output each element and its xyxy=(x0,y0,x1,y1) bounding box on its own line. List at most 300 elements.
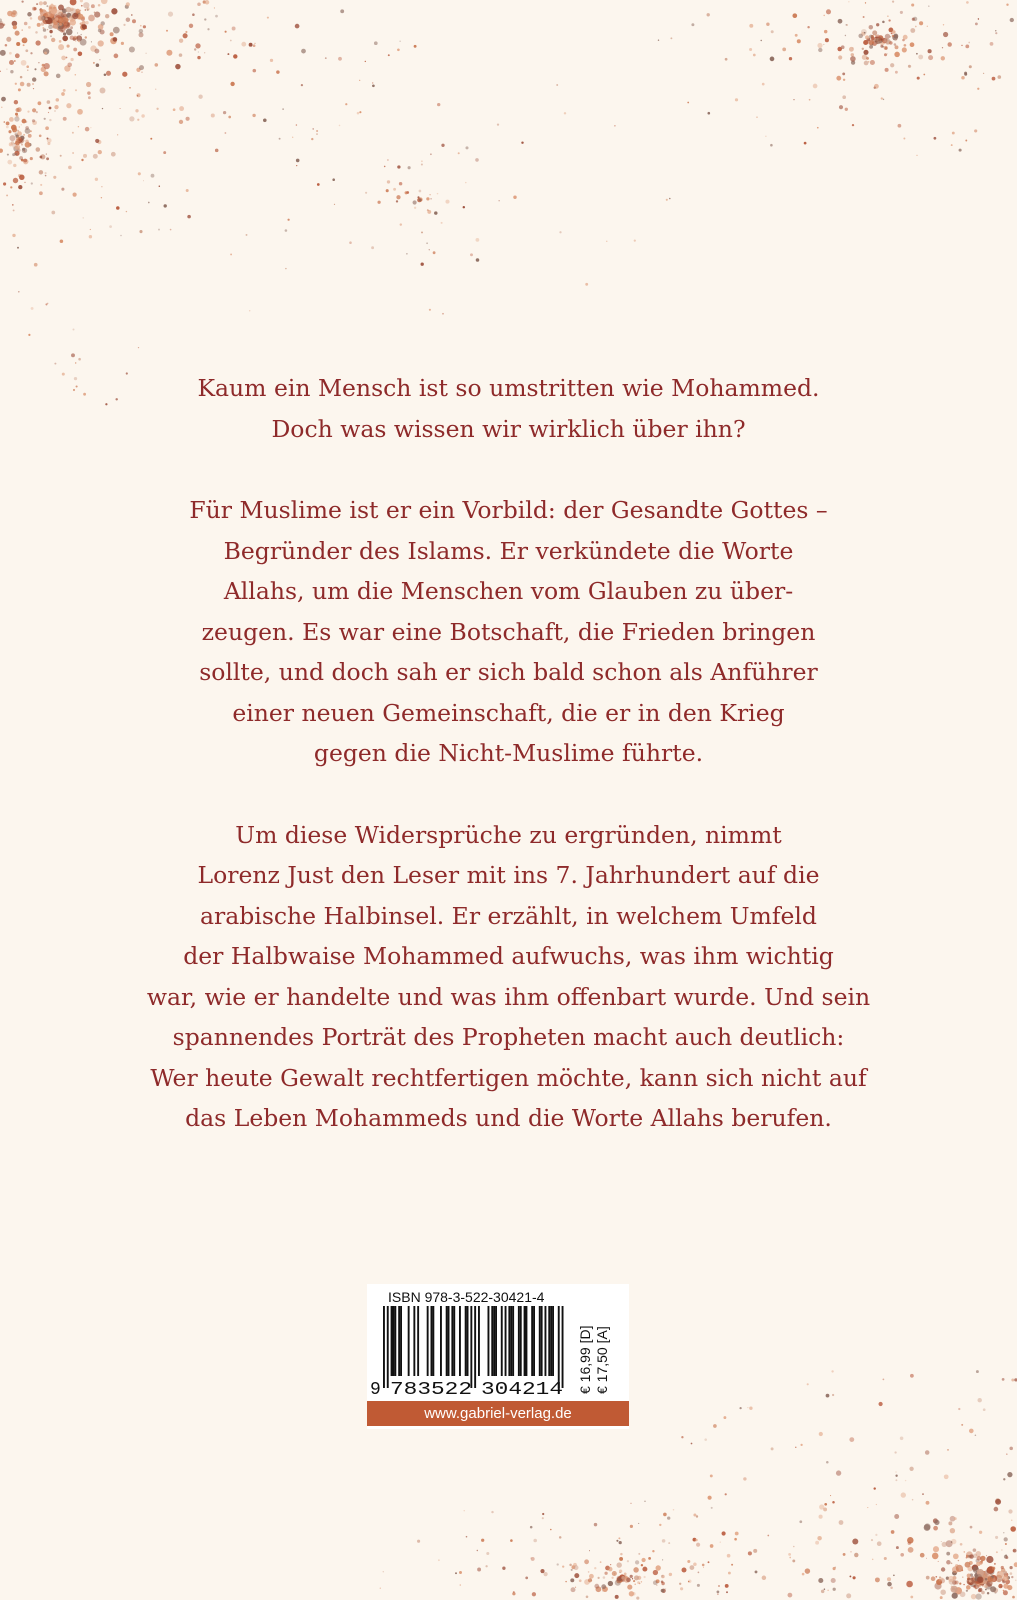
speckle-dot xyxy=(621,1576,625,1580)
barcode-guard-bar xyxy=(474,1306,476,1388)
speckle-dot xyxy=(997,1579,1001,1583)
speckle-dot xyxy=(872,30,877,35)
barcode-bar xyxy=(552,1306,554,1376)
speckle-dot xyxy=(833,1588,836,1591)
speckle-dot xyxy=(39,8,42,11)
speckle-dot xyxy=(951,1586,953,1588)
speckle-dot xyxy=(869,45,873,49)
speckle-dot xyxy=(731,1564,733,1566)
speckle-dot xyxy=(1011,1527,1015,1531)
speckle-dot xyxy=(642,1567,647,1572)
barcode-bar xyxy=(453,1306,455,1376)
speckle-dot xyxy=(697,1584,700,1587)
speckle-dot xyxy=(990,1575,993,1578)
speckle-dot xyxy=(949,1579,955,1585)
speckle-dot xyxy=(3,121,5,123)
speckle-dot xyxy=(637,1581,640,1584)
speckle-dot xyxy=(908,1547,914,1553)
speckle-dot xyxy=(975,1585,979,1589)
speckle-dot xyxy=(978,1577,982,1581)
speckle-dot xyxy=(889,41,893,45)
speckle-dot xyxy=(53,7,56,10)
speckle-dot xyxy=(619,1557,623,1561)
speckle-dot xyxy=(55,22,57,24)
speckle-dot xyxy=(950,1516,956,1522)
speckle-dot xyxy=(1007,1472,1012,1477)
speckle-dot xyxy=(883,38,886,41)
speckle-dot xyxy=(979,1576,984,1581)
speckle-dot xyxy=(618,1537,620,1539)
speckle-dot xyxy=(877,37,883,43)
speckle-dot xyxy=(38,15,44,21)
speckle-dot xyxy=(117,134,118,135)
speckle-dot xyxy=(85,21,88,24)
speckle-dot xyxy=(70,26,73,29)
speckle-dot xyxy=(241,42,246,47)
speckle-dot xyxy=(1003,1583,1008,1588)
speckle-dot xyxy=(872,1559,873,1560)
speckle-dot xyxy=(301,49,306,54)
speckle-dot xyxy=(338,57,342,61)
speckle-dot xyxy=(885,34,890,39)
speckle-dot xyxy=(399,182,402,185)
speckle-dot xyxy=(958,1560,959,1561)
speckle-dot xyxy=(618,1580,620,1582)
speckle-dot xyxy=(826,1461,829,1464)
speckle-dot xyxy=(970,1573,973,1576)
speckle-dot xyxy=(928,49,932,53)
speckle-dot xyxy=(896,1546,899,1549)
speckle-dot xyxy=(544,1572,548,1576)
speckle-dot xyxy=(564,112,566,114)
speckle-dot xyxy=(879,39,880,40)
speckle-dot xyxy=(713,1424,717,1428)
speckle-dot xyxy=(556,84,558,86)
speckle-dot xyxy=(831,1578,836,1583)
speckle-dot xyxy=(979,1575,986,1582)
speckle-dot xyxy=(15,113,18,116)
speckle-dot xyxy=(634,239,636,241)
speckle-dot xyxy=(884,38,888,42)
speckle-dot xyxy=(18,138,22,142)
barcode-bar xyxy=(408,1306,410,1376)
speckle-dot xyxy=(1011,1520,1012,1521)
speckle-dot xyxy=(63,117,67,121)
speckle-dot xyxy=(56,98,60,102)
speckle-dot xyxy=(1005,1543,1007,1545)
speckle-dot xyxy=(43,13,49,19)
speckle-dot xyxy=(725,1493,727,1495)
barcode-bar xyxy=(391,1306,393,1376)
speckle-dot xyxy=(641,1564,643,1566)
speckle-dot xyxy=(975,1434,977,1436)
speckle-dot xyxy=(973,1548,977,1552)
speckle-dot xyxy=(41,22,45,26)
speckle-dot xyxy=(627,1560,629,1562)
speckle-dot xyxy=(693,1538,697,1542)
speckle-dot xyxy=(979,1580,983,1584)
speckle-dot xyxy=(76,35,82,41)
speckle-dot xyxy=(968,1580,973,1585)
speckle-dot xyxy=(878,38,882,42)
speckle-dot xyxy=(972,1578,973,1579)
speckle-dot xyxy=(90,229,91,230)
speckle-dot xyxy=(61,188,64,191)
speckle-dot xyxy=(938,1561,939,1562)
speckle-dot xyxy=(853,1576,856,1579)
speckle-dot xyxy=(934,1520,939,1525)
speckle-dot xyxy=(727,1554,731,1558)
speckle-dot xyxy=(53,21,57,25)
speckle-dot xyxy=(70,0,77,5)
speckle-dot xyxy=(795,34,798,37)
speckle-dot xyxy=(83,2,89,8)
speckle-dot xyxy=(1003,1575,1009,1581)
speckle-dot xyxy=(441,144,444,147)
speckle-dot xyxy=(652,1550,654,1552)
speckle-dot xyxy=(102,108,103,109)
speckle-dot xyxy=(869,40,874,45)
speckle-dot xyxy=(981,1572,987,1578)
speckle-dot xyxy=(842,72,845,75)
speckle-dot xyxy=(1004,1572,1009,1577)
speckle-dot xyxy=(59,19,61,21)
speckle-dot xyxy=(49,22,53,26)
speckle-dot xyxy=(94,12,100,18)
speckle-dot xyxy=(57,17,64,24)
speckle-dot xyxy=(23,44,25,46)
speckle-dot xyxy=(54,5,57,8)
speckle-dot xyxy=(670,37,672,39)
speckle-dot xyxy=(30,157,33,160)
speckle-dot xyxy=(129,46,135,52)
speckle-dot xyxy=(420,198,422,200)
barcode-bars xyxy=(383,1306,564,1388)
speckle-dot xyxy=(886,39,887,40)
speckle-dot xyxy=(924,1523,931,1530)
speckle-dot xyxy=(998,75,1002,79)
speckle-dot xyxy=(868,40,874,46)
speckle-dot xyxy=(296,165,297,166)
speckle-dot xyxy=(900,11,903,14)
speckle-dot xyxy=(789,1557,791,1559)
speckle-dot xyxy=(285,268,286,269)
speckle-dot xyxy=(40,9,47,16)
speckle-dot xyxy=(637,1576,641,1580)
speckle-dot xyxy=(984,1584,988,1588)
speckle-dot xyxy=(114,54,119,59)
speckle-dot xyxy=(990,1575,997,1582)
speckle-dot xyxy=(215,15,218,18)
speckle-dot xyxy=(386,189,389,192)
speckle-dot xyxy=(980,1574,984,1578)
speckle-dot xyxy=(928,55,933,60)
speckle-dot xyxy=(925,1450,930,1455)
speckle-dot xyxy=(41,16,46,21)
speckle-dot xyxy=(1010,1526,1016,1532)
speckle-dot xyxy=(80,34,81,35)
speckle-dot xyxy=(877,37,883,43)
speckle-dot xyxy=(43,48,49,54)
speckle-dot xyxy=(618,1578,620,1580)
speckle-dot xyxy=(263,119,267,123)
speckle-dot xyxy=(49,13,54,18)
speckle-dot xyxy=(1002,1578,1005,1581)
speckle-dot xyxy=(911,3,914,6)
speckle-dot xyxy=(916,53,918,55)
speckle-dot xyxy=(51,38,55,42)
speckle-dot xyxy=(49,6,55,12)
speckle-dot xyxy=(845,35,846,36)
speckle-dot xyxy=(31,307,34,310)
speckle-dot xyxy=(387,180,390,183)
speckle-dot xyxy=(58,26,59,27)
speckle-dot xyxy=(983,73,984,74)
speckle-dot xyxy=(606,241,607,242)
speckle-dot xyxy=(73,329,75,331)
speckle-dot xyxy=(30,130,32,132)
speckle-dot xyxy=(58,44,64,50)
speckle-dot xyxy=(970,1526,973,1529)
speckle-dot xyxy=(126,2,130,6)
blurb-line: Lorenz Just den Leser mit ins 7. Jahrhundert auf die xyxy=(197,861,820,889)
speckle-dot xyxy=(58,16,64,22)
speckle-dot xyxy=(852,47,853,48)
speckle-dot xyxy=(986,1556,993,1563)
speckle-dot xyxy=(339,125,341,127)
barcode-bar xyxy=(432,1306,434,1376)
speckle-dot xyxy=(838,19,843,24)
speckle-dot xyxy=(575,1587,576,1588)
speckle-dot xyxy=(995,32,997,34)
speckle-dot xyxy=(138,172,141,175)
speckle-dot xyxy=(932,1553,939,1560)
speckle-dot xyxy=(62,20,63,21)
speckle-dot xyxy=(978,1579,980,1581)
speckle-dot xyxy=(663,1513,667,1517)
speckle-dot xyxy=(630,1525,633,1528)
speckle-dot xyxy=(542,1513,544,1515)
speckle-dot xyxy=(600,1561,602,1563)
speckle-dot xyxy=(136,93,140,97)
speckle-dot xyxy=(946,1577,949,1580)
speckle-dot xyxy=(890,63,894,67)
speckle-dot xyxy=(976,1370,979,1373)
speckle-dot xyxy=(940,1589,946,1595)
price-austria: € 17,50 [A] xyxy=(594,1326,610,1394)
speckle-dot xyxy=(56,74,61,79)
speckle-dot xyxy=(666,199,668,201)
speckle-dot xyxy=(47,16,52,21)
speckle-dot xyxy=(851,60,855,64)
speckle-dot xyxy=(46,12,48,14)
speckle-dot xyxy=(8,130,11,133)
speckle-dot xyxy=(429,249,430,250)
speckle-dot xyxy=(67,63,72,68)
speckle-dot xyxy=(648,1557,651,1560)
speckle-dot xyxy=(638,1523,639,1524)
speckle-dot xyxy=(18,138,22,142)
speckle-dot xyxy=(106,71,111,76)
speckle-dot xyxy=(98,29,101,32)
speckle-dot xyxy=(966,1585,971,1590)
speckle-dot xyxy=(656,1584,658,1586)
speckle-dot xyxy=(397,165,400,168)
speckle-dot xyxy=(594,1584,599,1589)
speckle-dot xyxy=(75,74,77,76)
speckle-dot xyxy=(661,1575,662,1576)
speckle-dot xyxy=(621,1579,625,1583)
speckle-dot xyxy=(357,112,360,115)
speckle-dot xyxy=(888,19,890,21)
speckle-dot xyxy=(879,39,882,42)
speckle-dot xyxy=(804,142,807,145)
speckle-dot xyxy=(964,73,967,76)
speckle-dot xyxy=(619,1579,622,1582)
speckle-dot xyxy=(24,22,28,26)
speckle-dot xyxy=(611,1577,613,1579)
speckle-dot xyxy=(5,44,8,47)
barcode-bar xyxy=(526,1306,528,1376)
speckle-dot xyxy=(993,1588,998,1593)
speckle-dot xyxy=(73,13,78,18)
speckle-dot xyxy=(973,1566,979,1572)
speckle-dot xyxy=(429,309,431,311)
speckle-dot xyxy=(223,111,226,114)
speckle-dot xyxy=(59,40,62,43)
speckle-dot xyxy=(22,140,24,142)
speckle-dot xyxy=(991,1577,996,1582)
speckle-dot xyxy=(987,1566,994,1573)
speckle-dot xyxy=(710,1544,714,1548)
speckle-dot xyxy=(58,18,63,23)
speckle-dot xyxy=(951,1586,958,1593)
speckle-dot xyxy=(992,77,996,81)
speckle-dot xyxy=(863,40,868,45)
speckle-dot xyxy=(782,48,786,52)
speckle-dot xyxy=(62,18,64,20)
speckle-dot xyxy=(192,13,195,16)
speckle-dot xyxy=(884,1557,887,1560)
speckle-dot xyxy=(79,10,81,12)
speckle-dot xyxy=(18,137,22,141)
speckle-dot xyxy=(723,1416,726,1419)
speckle-dot xyxy=(50,21,53,24)
speckle-dot xyxy=(707,112,710,115)
speckle-dot xyxy=(20,82,25,87)
speckle-dot xyxy=(940,1596,943,1599)
speckle-dot xyxy=(941,1567,945,1571)
speckle-dot xyxy=(71,18,72,19)
speckle-dot xyxy=(477,1550,478,1551)
speckle-dot xyxy=(58,12,64,18)
speckle-dot xyxy=(230,253,232,255)
speckle-dot xyxy=(23,134,25,136)
speckle-dot xyxy=(971,1576,974,1579)
speckle-dot xyxy=(970,1580,977,1587)
speckle-dot xyxy=(1005,1579,1010,1584)
speckle-dot xyxy=(39,170,43,174)
speckle-dot xyxy=(316,130,318,132)
speckle-dot xyxy=(53,17,58,22)
speckle-dot xyxy=(976,1577,983,1584)
speckle-dot xyxy=(819,1432,823,1436)
speckle-dot xyxy=(465,182,466,183)
speckle-dot xyxy=(316,133,318,135)
blurb-paragraph-intro xyxy=(100,368,917,449)
speckle-dot xyxy=(32,120,37,125)
speckle-dot xyxy=(762,1576,767,1581)
speckle-dot xyxy=(63,22,67,26)
speckle-dot xyxy=(141,72,142,73)
barcode-guard-bar xyxy=(558,1306,560,1388)
barcode-bar xyxy=(505,1306,507,1376)
speckle-dot xyxy=(1005,1554,1007,1556)
barcode-bar xyxy=(465,1306,467,1376)
speckle-dot xyxy=(53,19,58,24)
speckle-dot xyxy=(892,35,894,37)
speckle-dot xyxy=(823,1507,827,1511)
speckle-dot xyxy=(982,1581,985,1584)
speckle-dot xyxy=(70,19,76,25)
speckle-dot xyxy=(968,1555,971,1558)
speckle-dot xyxy=(559,231,561,233)
speckle-dot xyxy=(946,1552,950,1556)
speckle-dot xyxy=(476,238,480,242)
speckle-dot xyxy=(164,204,167,207)
speckle-dot xyxy=(58,27,60,29)
speckle-dot xyxy=(594,1523,597,1526)
speckle-dot xyxy=(80,23,82,25)
speckle-dot xyxy=(197,2,201,6)
speckle-dot xyxy=(63,32,66,35)
speckle-dot xyxy=(10,70,13,73)
speckle-dot xyxy=(667,1516,670,1519)
speckle-dot xyxy=(569,1564,572,1567)
speckle-dot xyxy=(19,126,20,127)
speckle-dot xyxy=(693,1514,696,1517)
speckle-dot xyxy=(139,29,143,33)
speckle-dot xyxy=(198,95,202,99)
barcode-bar xyxy=(524,1306,526,1376)
speckle-dot xyxy=(894,43,897,46)
speckle-dot xyxy=(39,191,43,195)
speckle-dot xyxy=(841,45,845,49)
speckle-dot xyxy=(956,1565,963,1572)
speckle-dot xyxy=(644,1501,646,1503)
speckle-dot xyxy=(875,1577,880,1582)
speckle-dot xyxy=(618,1578,623,1583)
speckle-dot xyxy=(979,1578,982,1581)
speckle-dot xyxy=(973,1578,975,1580)
speckle-dot xyxy=(815,1541,819,1545)
speckle-dot xyxy=(279,138,281,140)
speckle-dot xyxy=(979,1577,986,1584)
speckle-dot xyxy=(85,9,86,10)
speckle-dot xyxy=(882,38,887,43)
speckle-dot xyxy=(21,144,23,146)
speckle-dot xyxy=(66,103,71,108)
speckle-dot xyxy=(688,1581,690,1583)
speckle-dot xyxy=(40,156,43,159)
speckle-dot xyxy=(76,15,81,20)
speckle-dot xyxy=(979,1531,982,1534)
speckle-dot xyxy=(981,1576,988,1583)
speckle-dot xyxy=(878,35,884,41)
speckle-dot xyxy=(861,32,865,36)
blurb-text xyxy=(100,368,917,1139)
speckle-dot xyxy=(51,17,54,20)
